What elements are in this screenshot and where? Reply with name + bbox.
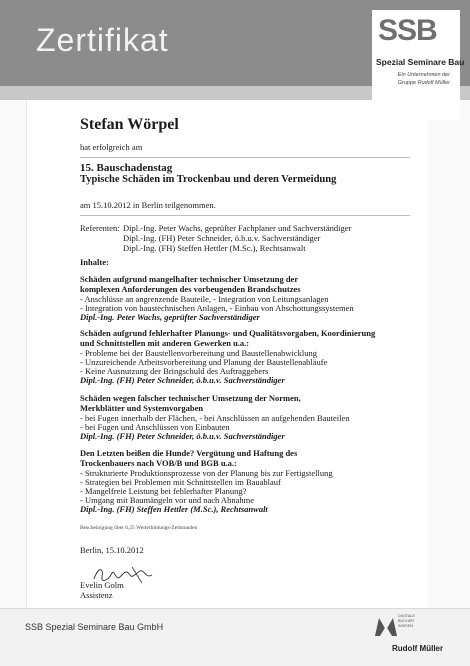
divider-line [80, 215, 410, 216]
divider-line [80, 157, 410, 158]
ssb-logo-mark: SSB [378, 14, 437, 47]
rudolf-mueller-logo-icon [373, 612, 399, 638]
section-heading: und Schnittstellen mit anderen Gewerken u.a.: [80, 338, 250, 348]
section-item: - bei Fugen innerhalb der Flächen, - bei Anschlüssen an aufgehenden Bauteilen [80, 413, 350, 423]
footer-company: SSB Spezial Seminare Bau GmbH [25, 622, 164, 632]
section-item: - Mangelfreie Leistung bei fehlerhafter Planung? [80, 486, 247, 496]
speaker-line: Dipl.-Ing. (FH) Steffen Hettler (M.Sc.), Rechtsanwalt [123, 243, 306, 253]
event-title: 15. Bauschadenstag [80, 162, 173, 174]
section-heading: Schäden aufgrund fehlerhafter Planungs- und Qualitätsvorgaben, Koordinierung [80, 328, 376, 338]
section-heading: Schäden wegen falscher technischer Umsetzung der Normen, [80, 393, 301, 403]
speaker-line: Dipl.-Ing. (FH) Peter Schneider, ö.b.u.v. Sachverständiger [123, 233, 321, 243]
section-heading: Den Letzten beißen die Hunde? Vergütung und Haftung des [80, 448, 298, 458]
rm-tagline: DIGITALE [398, 614, 416, 618]
event-subtitle: Typische Schäden im Trockenbau und deren Vermeidung [80, 174, 337, 185]
section-item: - Umgang mit Baumängeln vor und nach Abnahme [80, 495, 254, 505]
ssb-logo-subline-1: Ein Unternehmen der [397, 72, 450, 78]
section-author: Dipl.-Ing. (FH) Steffen Hettler (M.Sc.), Rechtsanwalt [80, 504, 268, 514]
signer-name: Evelin Golm [80, 580, 124, 590]
section-item: - Strategien bei Problemen mit Schnittstellen im Bauablauf [80, 477, 281, 487]
section-item: - Strukturierte Produktionsprozesse von der Planung bis zur Fertigstellung [80, 468, 333, 478]
speaker-line: Dipl.-Ing. Peter Wachs, geprüfter Fachplaner und Sachverständiger [123, 223, 352, 233]
ssb-logo-subline-2: Gruppe Rudolf Müller [397, 80, 450, 86]
section-heading: Trockenbauers nach VOB/B und BGB u.a.: [80, 458, 237, 468]
certificate-title: Zertifikat [36, 22, 169, 58]
section-item: - Probleme bei der Baustellenvorbereitung und Baustellenabwicklung [80, 348, 317, 358]
section-item: - Unzureichende Arbeitsvorbereitung und Planung der Baustellenabläufe [80, 357, 328, 367]
section-author: Dipl.-Ing. (FH) Peter Schneider, ö.b.u.v. Sachverständiger [80, 431, 285, 441]
ssb-logo-name: Spezial Seminare Bau [376, 57, 465, 67]
event-date-line: am 15.10.2012 in Berlin teilgenommen. [80, 200, 216, 210]
contents-label: Inhalte: [80, 257, 109, 267]
speakers-label: Referenten: [80, 223, 120, 233]
section-item: - Anschlüsse an angrenzende Bauteile, - Integration von Leitungsanlagen [80, 294, 329, 304]
section-item: - bei Fugen und Anschlüssen von Einbauten [80, 422, 230, 432]
recipient-intro: hat erfolgreich am [80, 142, 143, 152]
rudolf-mueller-name: Rudolf Müller [392, 644, 444, 653]
section-author: Dipl.-Ing. (FH) Peter Schneider, ö.b.u.v. Sachverständiger [80, 375, 285, 385]
section-author: Dipl.-Ing. Peter Wachs, geprüfter Sachverständiger [80, 312, 260, 322]
rm-tagline: WISSEN [398, 624, 413, 628]
section-heading: komplexen Anforderungen des vorbeugenden Brandschutzes [80, 284, 301, 294]
section-item: - Integration von haustechnischen Anlagen, - Einbau von Abschottungssystemen [80, 303, 354, 313]
section-heading: Merkblätter und Systemvorgaben [80, 403, 204, 413]
section-heading: Schäden aufgrund mangelhafter technischer Umsetzung der [80, 274, 299, 284]
section-item: - Keine Ausnutzung der Bringschuld des Auftraggebers [80, 366, 269, 376]
rm-tagline: BÜCHER [398, 619, 415, 623]
place-date: Berlin, 15.10.2012 [80, 545, 144, 555]
certificate-note: Bescheinigung über 6,25 Weiterbildungs-Zeitstunden [80, 525, 198, 531]
signer-role: Assistenz [80, 590, 113, 600]
recipient-name: Stefan Wörpel [80, 116, 179, 133]
